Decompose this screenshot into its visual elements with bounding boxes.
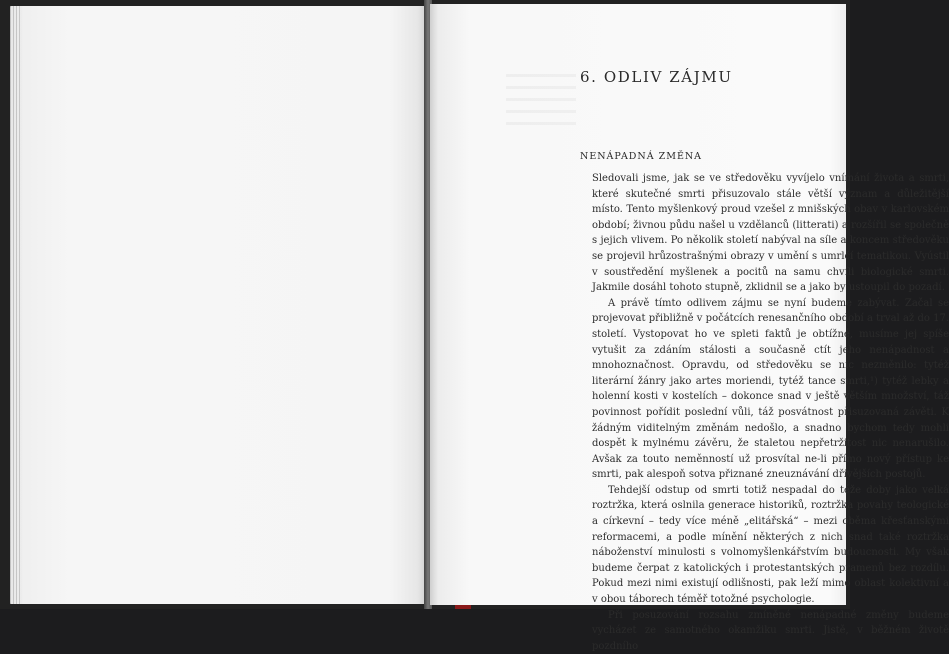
chapter-title: 6. ODLIV ZÁJMU	[580, 68, 733, 86]
paragraph: Sledovali jsme, jak se ve středověku vyvíjelo vnímání života a smrti, které skutečné smrti přisuzovalo stále větší význam a důležitější místo. Tento myšlenkový proud vzešel z mnišských obav v karlovském období; živnou půdu našel u vzdělanců (litterati) a rozšířil se společně s jejich vlivem. Po několik století nabýval na síle a koncem středověku se projevil hrůzostrašnými obrazy v umění s umrlčí tematikou. Vyústil v soustředění myšlenek a pocitů na samu chvíli biologické smrti. Jakmile dosáhl tohoto stupně, zklidnil se a jako by ustoupil do pozadí.	[592, 173, 949, 294]
paragraph: A právě tímto odlivem zájmu se nyní budeme zabývat. Začal se projevovat přibližně v počátcích renesančního období a trval až do 17. století. Vystopovat ho ve spleti faktů je obtížné, musíme jej spíše vytušit za zdáním stálosti a současně ctít jeho nenápadnost a mnohoznačnost. Opravdu, od středověku se nic nezměnilo: tytéž literární žánry jako artes moriendi, tytéž tance smrti,¹) tytéž lebky a holenní kosti v kostelích – dokonce snad v ještě větším množství, táž povinnost pořídit poslední vůli, táž posvátnost přisuzovaná závěti. K žádným viditelným změnám nedošlo, a snadno bychom tedy mohli dospět k mylnému závěru, že staletou nepřetržitost nic nenarušilo. Avšak za touto neměnností už prosvítal ne-li přímo nový přístup ke smrti, pak alespoň sotva přiznané zneuznávání dřívějších postojů.	[592, 297, 949, 481]
left-page	[10, 6, 426, 604]
paragraph: Při posuzování rozsahu zmíněné nenápadné změny budeme vycházet ze samotného okamžiku smrti. Jistě, v běžném životě pozdního	[592, 609, 949, 652]
right-page	[430, 4, 949, 652]
paragraph: Tehdejší odstup od smrti totiž nespadal do téže doby jako velká roztržka, která oslnila generace historiků, roztržka povahy teologické a církevní – tedy více méně „elitářská“ – mezi oběma křesťanskými reformacemi, a podle mínění některých z nich snad také roztržka náboženství minulosti s volnomyšlenkářstvím budoucnosti. My však budeme čerpat z katolických i protestantských pramenů bez rozdílu. Pokud mezi nimi existují odlišnosti, pak leží mimo oblast kolektivní a v obou táborech téměř totožné psychologie.	[592, 484, 949, 606]
bookmark-ribbon	[455, 605, 471, 609]
section-title: NENÁPADNÁ ZMĚNA	[580, 151, 703, 162]
body-text	[592, 171, 949, 654]
bleed-through	[506, 74, 576, 134]
page-edges	[10, 6, 22, 604]
